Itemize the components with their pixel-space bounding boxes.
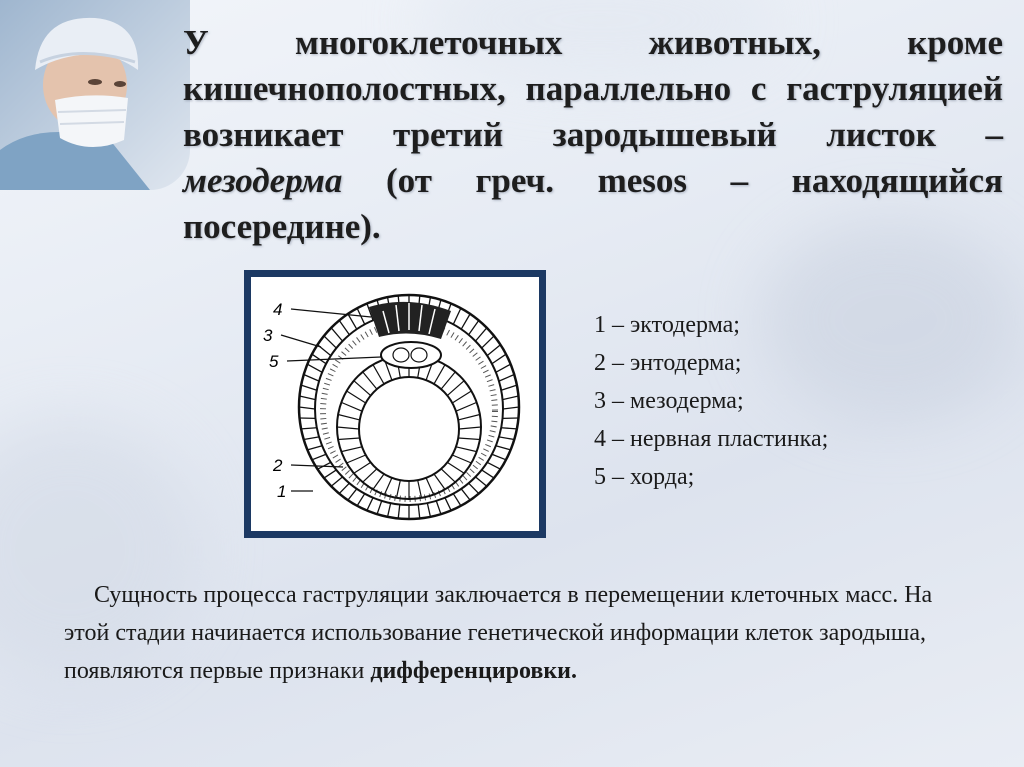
label-3: 3	[263, 326, 273, 345]
endoderm-cell-wall	[447, 381, 464, 396]
label-2: 2	[273, 456, 283, 475]
ectoderm-cell-wall	[339, 483, 349, 493]
endoderm-cell-wall	[354, 381, 371, 396]
ectoderm-cell-wall	[304, 374, 319, 381]
ectoderm-cell-wall	[339, 320, 349, 334]
endoderm-cell-wall	[354, 462, 371, 473]
endoderm-cell-wall	[363, 372, 377, 389]
ectoderm-cell-wall	[499, 374, 514, 381]
endoderm-cell-wall	[456, 402, 477, 411]
title-term-mesoderm: мезодерма	[183, 161, 343, 200]
title-text-part1: У многоклеточных животных, кроме кишечнополостных, параллельно с гаструляцией возникает третий зародышевый листок –	[183, 23, 1003, 154]
endoderm-cell-wall	[456, 447, 477, 452]
ectoderm-cell-wall	[469, 320, 479, 334]
ectoderm-cell-wall	[388, 503, 391, 517]
endoderm-cell-wall	[458, 438, 480, 439]
ectoderm-cell-wall	[482, 336, 494, 348]
ectoderm-cell-wall	[324, 336, 336, 348]
ectoderm-cell-wall	[427, 503, 430, 517]
ectoderm-cell-wall	[331, 328, 342, 341]
ectoderm-cell-wall	[499, 437, 514, 440]
ectoderm-cell-wall	[348, 489, 357, 500]
endoderm-cell-wall	[341, 447, 362, 452]
ectoderm-cell-wall	[475, 328, 486, 341]
ectoderm-cell-wall	[503, 396, 519, 400]
legend-list	[594, 306, 954, 496]
ectoderm-cell-wall	[357, 494, 365, 506]
endoderm-cell-wall	[341, 402, 362, 411]
ectoderm-cell-wall	[377, 501, 382, 514]
legend-item-mesoderm: 3 – мезодерма;	[594, 388, 744, 414]
endoderm-cell-wall	[452, 391, 471, 403]
ectoderm-cell-wall	[418, 505, 420, 519]
ectoderm-cell-wall	[307, 446, 322, 450]
endoderm-cell-wall	[447, 462, 464, 473]
ectoderm-cell-wall	[304, 437, 319, 440]
ectoderm-cell-wall	[501, 385, 517, 390]
embryo-diagram-frame	[244, 270, 546, 538]
legend-item-neural-plate: 4 – нервная пластинка;	[594, 426, 829, 452]
endoderm-cell-wall	[373, 474, 384, 489]
ectoderm-cell-wall	[301, 428, 317, 429]
ectoderm-cell-wall	[461, 314, 470, 329]
endoderm-cell-wall	[337, 427, 359, 429]
endoderm-cell-wall	[396, 480, 400, 498]
ectoderm-cell-wall	[492, 454, 506, 460]
ectoderm-cell-wall	[492, 354, 506, 364]
ectoderm-cell-wall	[487, 345, 500, 356]
ectoderm-cell-wall	[436, 501, 441, 514]
ectoderm-cell-wall	[469, 483, 479, 493]
ectoderm-cell-wall	[301, 385, 317, 390]
ectoderm-cell-wall	[300, 396, 316, 400]
ectoderm-cell-wall	[453, 494, 461, 506]
label-4: 4	[273, 300, 283, 319]
endoderm-cell-wall	[418, 480, 422, 498]
paragraph-text: Сущность процесса гаструляции заключается в перемещении клеточных масс. На этой стадии начинается использование генетической информации клеток зародыша, появляются первые признаки	[64, 582, 933, 684]
endoderm-cell-wall	[384, 478, 392, 495]
ectoderm-cell-wall	[501, 428, 517, 429]
endoderm-cell-wall	[459, 427, 481, 429]
ectoderm-cell-wall	[445, 498, 451, 511]
legend-item-ectoderm: 1 – эктодерма;	[594, 312, 740, 338]
endoderm-cell-wall	[452, 455, 471, 463]
title-text-part2: (от греч. mesos – находящийся посередине).	[183, 161, 1003, 246]
ectoderm-cell-wall	[312, 454, 326, 460]
paragraph-emphasis: дифференцировки.	[370, 658, 578, 684]
endoderm-cell-wall	[363, 469, 377, 482]
legend-item-endoderm: 2 – энтодерма;	[594, 350, 742, 376]
endoderm-cell-wall	[441, 372, 455, 389]
ectoderm-cell-wall	[482, 470, 494, 478]
ectoderm-cell-wall	[348, 314, 357, 329]
ectoderm-cell-wall	[461, 489, 470, 500]
endoderm-cell-wall	[434, 474, 445, 489]
endoderm-cell-wall	[441, 469, 455, 482]
ectoderm-cell-wall	[496, 446, 511, 450]
label-1: 1	[277, 482, 287, 501]
summary-paragraph	[64, 576, 974, 690]
ectoderm-cell-wall	[496, 364, 511, 372]
embryo-illustration	[251, 277, 539, 531]
ectoderm-cell-wall	[367, 498, 373, 511]
ectoderm-cell-wall	[487, 462, 500, 469]
surgeon-photo	[0, 0, 190, 190]
ectoderm-cell-wall	[307, 364, 322, 372]
endoderm-cell-wall	[426, 478, 434, 495]
ectoderm-cell-wall	[324, 470, 336, 478]
endoderm-cell-wall	[347, 391, 366, 403]
ectoderm-cell-wall	[398, 505, 400, 519]
legend-item-chorda: 5 – хорда;	[594, 464, 695, 490]
endoderm-cell-wall	[434, 365, 445, 384]
embryo-diagram	[251, 277, 539, 531]
ectoderm-cell-wall	[475, 477, 486, 486]
ectoderm-cell-wall	[453, 308, 461, 324]
ectoderm-cell-wall	[331, 477, 342, 486]
endoderm-cell-wall	[458, 414, 480, 419]
slide-title	[183, 20, 1003, 250]
endoderm-cell-wall	[338, 438, 360, 439]
label-5: 5	[269, 352, 279, 371]
endoderm-cell-wall	[338, 414, 360, 419]
endoderm-cell-wall	[373, 365, 384, 384]
ectoderm-cell-wall	[299, 407, 315, 409]
endoderm-cell-wall	[347, 455, 366, 463]
ectoderm-cell-wall	[503, 407, 519, 409]
